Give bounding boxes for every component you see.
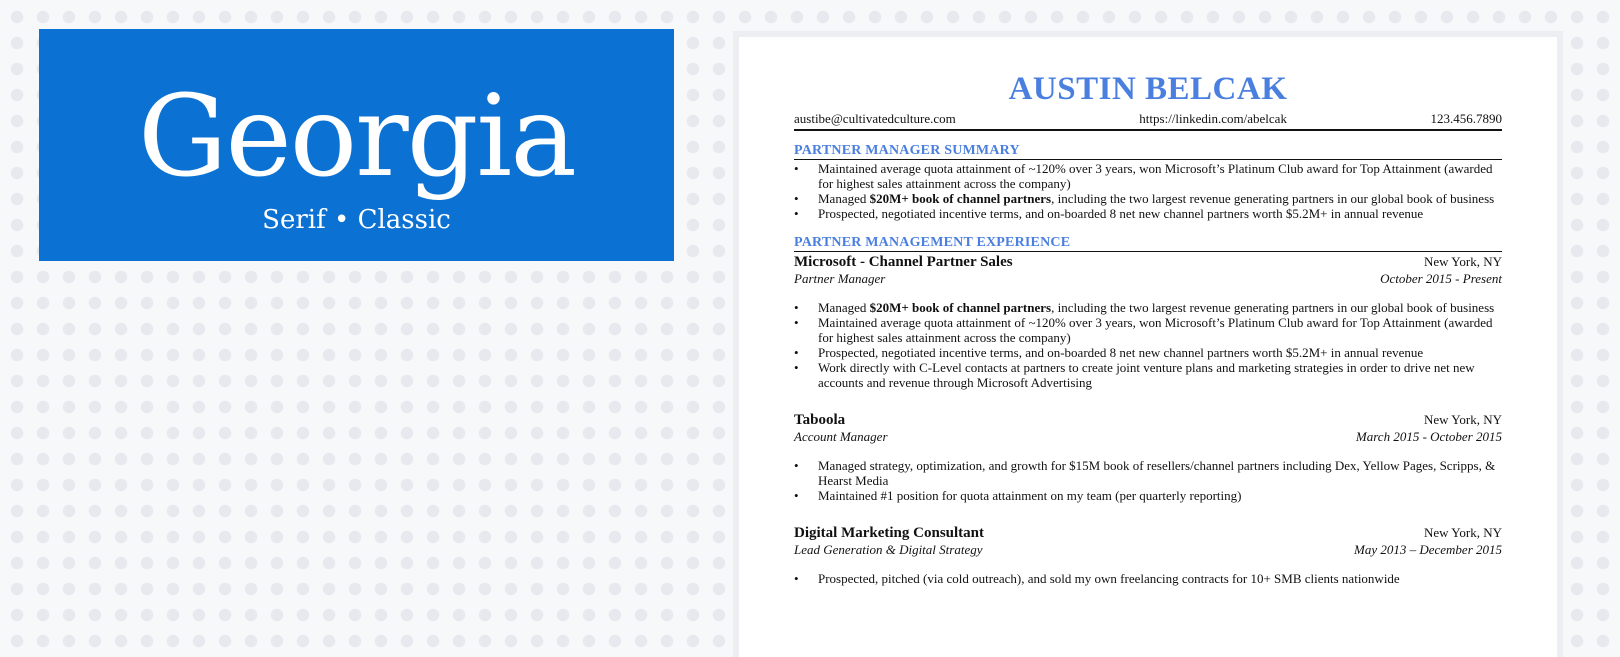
resume-page bbox=[733, 31, 1563, 657]
contact-email: austibe@cultivatedculture.com bbox=[794, 111, 956, 126]
summary-heading: PARTNER MANAGER SUMMARY bbox=[794, 143, 1502, 160]
job-entry bbox=[794, 525, 1502, 586]
font-banner bbox=[39, 29, 674, 261]
job-bullets bbox=[794, 458, 1502, 503]
job-company: Microsoft - Channel Partner Sales bbox=[794, 254, 1013, 270]
job-company: Taboola bbox=[794, 412, 846, 428]
contact-line bbox=[794, 111, 1502, 131]
bullet-bold-text: $20M+ book of channel partners bbox=[869, 300, 1052, 315]
bullet-item bbox=[794, 458, 1502, 488]
job-dates: May 2013 – December 2015 bbox=[1353, 542, 1502, 557]
job-dates: March 2015 - October 2015 bbox=[1355, 429, 1502, 444]
bullet-icon: • bbox=[794, 161, 799, 176]
bullet-text: Maintained average quota attainment of ~120% over 3 years, won Microsoft’s Platinum Club award for Top Attainment (awarded for highest sales attainment across the company) bbox=[818, 161, 1493, 191]
job-role: Partner Manager bbox=[794, 271, 886, 286]
job-role: Account Manager bbox=[794, 429, 888, 444]
job-role: Lead Generation & Digital Strategy bbox=[794, 542, 983, 557]
job-bullets bbox=[794, 300, 1502, 390]
bullet-icon: • bbox=[794, 345, 799, 360]
bullet-item bbox=[794, 360, 1502, 390]
bullet-text: Managed bbox=[818, 300, 870, 315]
job-entry bbox=[794, 412, 1502, 503]
job-dates: October 2015 - Present bbox=[1380, 271, 1502, 286]
experience-heading: PARTNER MANAGEMENT EXPERIENCE bbox=[794, 235, 1502, 252]
bullet-icon: • bbox=[794, 360, 799, 375]
bullet-bold-text: $20M+ book of channel partners bbox=[869, 191, 1052, 206]
bullet-text: , including the two largest revenue generating partners in our global book of business bbox=[1051, 300, 1495, 315]
bullet-icon: • bbox=[794, 315, 799, 330]
bullet-item bbox=[794, 206, 1502, 221]
bullet-text: Work directly with C-Level contacts at partners to create joint venture plans and marketing strategies in order to drive net new accounts and revenue through Microsoft Advertising bbox=[818, 360, 1475, 390]
bullet-text: Prospected, pitched (via cold outreach), and sold my own freelancing contracts for 10+ SMB clients nationwide bbox=[818, 571, 1400, 586]
resume-document bbox=[794, 37, 1502, 586]
job-company: Digital Marketing Consultant bbox=[794, 525, 985, 541]
bullet-icon: • bbox=[794, 458, 799, 473]
bullet-text: Maintained #1 position for quota attainment on my team (per quarterly reporting) bbox=[818, 488, 1242, 503]
bullet-text: Managed bbox=[818, 191, 870, 206]
bullet-icon: • bbox=[794, 300, 799, 315]
bullet-icon: • bbox=[794, 191, 799, 206]
bullet-item bbox=[794, 345, 1502, 360]
job-entry bbox=[794, 254, 1502, 390]
summary-bullets bbox=[794, 161, 1502, 221]
job-bullets bbox=[794, 571, 1502, 586]
job-location: New York, NY bbox=[1423, 412, 1502, 427]
bullet-item bbox=[794, 315, 1502, 345]
bullet-item bbox=[794, 300, 1502, 315]
bullet-icon: • bbox=[794, 488, 799, 503]
contact-linkedin: https://linkedin.com/abelcak bbox=[1139, 111, 1287, 126]
bullet-item bbox=[794, 488, 1502, 503]
bullet-text: Maintained average quota attainment of ~120% over 3 years, won Microsoft’s Platinum Club award for Top Attainment (awarded for highest sales attainment across the company) bbox=[818, 315, 1493, 345]
font-tags-subtitle: Serif • Classic bbox=[262, 205, 451, 235]
bullet-text: Prospected, negotiated incentive terms, and on-boarded 8 net new channel partners worth $5.2M+ in annual revenue bbox=[818, 345, 1424, 360]
bullet-text: Managed strategy, optimization, and growth for $15M book of resellers/channel partners including Dex, Yellow Pages, Scripps, & Hearst Media bbox=[818, 458, 1496, 488]
bullet-text: Prospected, negotiated incentive terms, and on-boarded 8 net new channel partners worth $5.2M+ in annual revenue bbox=[818, 206, 1424, 221]
bullet-item bbox=[794, 161, 1502, 191]
resume-name: AUSTIN BELCAK bbox=[1008, 71, 1288, 107]
bullet-item bbox=[794, 571, 1502, 586]
bullet-text: , including the two largest revenue generating partners in our global book of business bbox=[1051, 191, 1495, 206]
job-location: New York, NY bbox=[1423, 254, 1502, 269]
contact-phone: 123.456.7890 bbox=[1430, 111, 1502, 126]
bullet-item bbox=[794, 191, 1502, 206]
bullet-icon: • bbox=[794, 571, 799, 586]
bullet-icon: • bbox=[794, 206, 799, 221]
job-location: New York, NY bbox=[1423, 525, 1502, 540]
font-name-title: Georgia bbox=[137, 72, 575, 202]
